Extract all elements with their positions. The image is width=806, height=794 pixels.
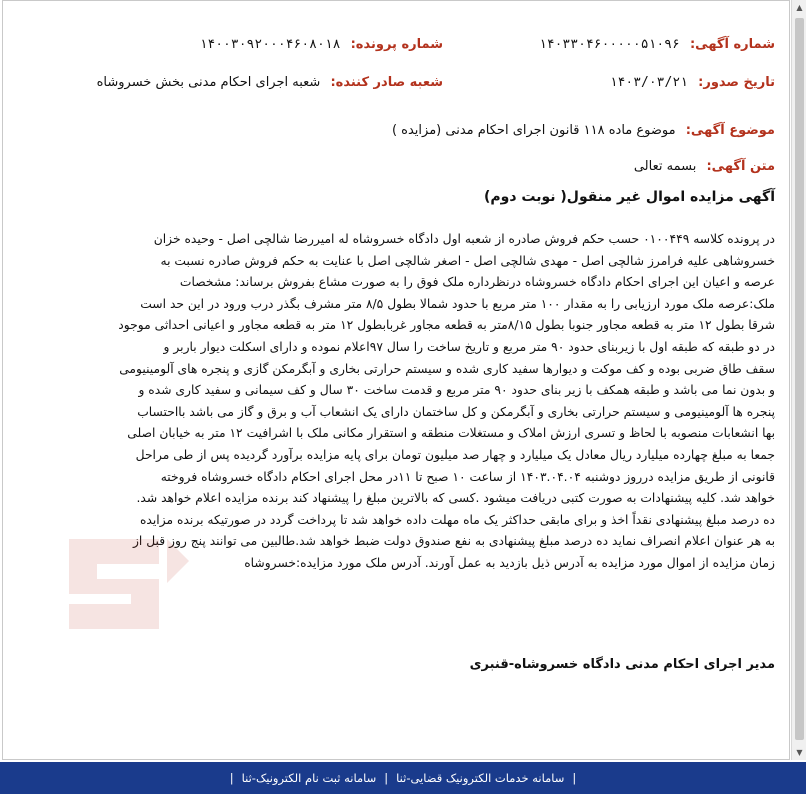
case-number-row bbox=[200, 37, 443, 52]
scroll-thumb[interactable] bbox=[795, 18, 804, 740]
scroll-up-icon[interactable]: ▲ bbox=[796, 3, 803, 12]
notice-text-opening: بسمه تعالی bbox=[633, 159, 697, 174]
body-line: در پرونده کلاسه ۰۱۰۰۴۴۹ حسب حکم فروش صادره از شعبه اول دادگاه خسروشاه له امیررضا شالچی اصل - وحیده خزان bbox=[153, 232, 775, 246]
footer-separator: | bbox=[572, 771, 577, 785]
footer-separator: | bbox=[229, 771, 234, 785]
footer-link-sana-services[interactable]: سامانه خدمات الکترونیک قضایی-ثنا bbox=[396, 771, 565, 785]
case-number-label: شماره پرونده: bbox=[350, 37, 443, 52]
body-line: پنجره ها آلومینیومی و سیستم حرارتی بخاری و آبگرمکن و کل ساختمان دارای یک انشعاب آب و برق و گاز می باشد بااحتساب bbox=[137, 404, 775, 419]
issue-date: ۱۴۰۳/۰۳/۲۱ bbox=[609, 75, 688, 90]
body-line: عرصه و اعیان این اجرای احکام دادگاه خسروشاه درنظرداره ملک فوق را به صورت مشاع بفروش برساند: مشخصات bbox=[179, 275, 775, 290]
issue-date-label: تاریخ صدور: bbox=[698, 75, 775, 90]
body-line: به هر عنوان اعلام انصراف نماید ده درصد مبلغ پیشنهادی به نفع صندوق دولت ضبط خواهد شد.طالبین می توانند پنج روز قبل از bbox=[132, 534, 775, 549]
body-line: جمعا به مبلغ چهارده میلیارد ریال معادل یک میلیارد و چهار صد میلیون تومان برای پایه مزایده برآورد گردیده پس از طی مراحل bbox=[135, 447, 775, 462]
issuer-label: شعبه صادر کننده: bbox=[330, 75, 443, 90]
subject-text: موضوع ماده ۱۱۸ قانون اجرای احکام مدنی (مزایده ) bbox=[391, 123, 676, 138]
notice-number: ۱۴۰۳۳۰۴۶۰۰۰۰۰۵۱۰۹۶ bbox=[538, 37, 680, 52]
body-line: خسروشاهی علیه فرامرز شالچی اصل - مهدی شالچی اصل - اصغر شالچی اصل با عنایت به حکم فروش صادره نسبت به bbox=[160, 253, 775, 268]
footer-link-sana-registration[interactable]: سامانه ثبت نام الکترونیک-ثنا bbox=[241, 771, 377, 785]
body-line: قانونی از طریق مزایده درروز دوشنبه ۱۴۰۳.۰۴.۰۴ از ساعت ۱۰ صبح تا ۱۱در محل اجرای احکام دادگاه خسروشاه فروخته bbox=[160, 469, 775, 484]
body-line: سقف طاق ضربی بوده و کف موکت و دیوارها سفید کاری شده و سیستم حرارتی بخاری و آبگرمکن گازی و پنجره های آلومینیومی bbox=[119, 361, 775, 376]
vertical-scrollbar[interactable] bbox=[791, 0, 806, 760]
scroll-down-icon[interactable]: ▼ bbox=[796, 748, 803, 757]
case-number: ۱۴۰۰۳۰۹۲۰۰۰۴۶۰۸۰۱۸ bbox=[199, 37, 341, 52]
notice-text-row bbox=[634, 159, 775, 174]
body-line: بها انشعابات منصوبه با لحاظ و تسری ارزش املاک و مستغلات منطقه و استقرار مکانی ملک با اشرافیت ۱۲ متر به خیابان اصلی bbox=[127, 426, 775, 441]
notice-text-label: متن آگهی: bbox=[706, 159, 775, 174]
body-line: ده درصد مبلغ پیشنهادی نقداً اخذ و برای مابقی حداکثر یک ماه مهلت داده خواهد شد تا پرداخت گردد در صورتیکه برنده مزایده bbox=[139, 512, 775, 527]
subject-label: موضوع آگهی: bbox=[685, 123, 775, 138]
body-line: و بدون نما می باشد و طبقه همکف با زیر بنای حدود ۹۰ متر مربع و قدمت ساخت ۳۰ سال و کف سیمانی و سفید کاری شده و bbox=[138, 383, 775, 398]
issuer-row bbox=[97, 75, 443, 90]
subject-row bbox=[392, 123, 775, 138]
body-line: ملک:عرصه ملک مورد ارزیابی را به مقدار ۱۰۰ متر مربع با حدود شمالا بطول ۸/۵ متر مشرف بگذر درب ورود در این حد است bbox=[140, 296, 775, 311]
notice-heading: آگهی مزایده اموال غیر منقول( نوبت دوم) bbox=[484, 189, 775, 205]
footer-separator: | bbox=[384, 771, 389, 785]
body-line: در دو طبقه که طبقه اول با زیربنای حدود ۹۰ متر مربع و تاریخ ساخت را سال ۹۷اعلام نموده و دارای اسکلت دیوار باربر و bbox=[163, 339, 775, 354]
body-line: شرقا بطول ۱۲ متر به قطعه مجاور جنوبا بطول ۸/۱۵متر به قطعه مجاور غربابطول ۱۲ متر به قطعه مجاور و اعیانی احداثی موجود bbox=[118, 318, 775, 333]
issue-date-row bbox=[610, 75, 775, 90]
signature: مدیر اجرای احکام مدنی دادگاه خسروشاه-قنبری bbox=[469, 657, 775, 672]
body-line: زمان مزایده از اموال مورد مزایده به آدرس ذیل بازدید به عمل آورند. آدرس ملک مورد مزایده:خسروشاه bbox=[244, 555, 775, 570]
notice-number-row bbox=[539, 37, 775, 52]
body-line: خواهد شد. کلیه پیشنهادات به صورت کتبی دریافت میشود .کسی که بالاترین مبلغ را پیشنهاد کند برنده مزایده اعلام خواهد شد. bbox=[136, 491, 775, 506]
notice-number-label: شماره آگهی: bbox=[689, 37, 775, 52]
footer-bar bbox=[0, 762, 806, 794]
sana-logo-watermark-icon bbox=[49, 519, 199, 649]
issuer: شعبه اجرای احکام مدنی بخش خسروشاه bbox=[96, 75, 321, 90]
notice-frame bbox=[2, 0, 790, 760]
